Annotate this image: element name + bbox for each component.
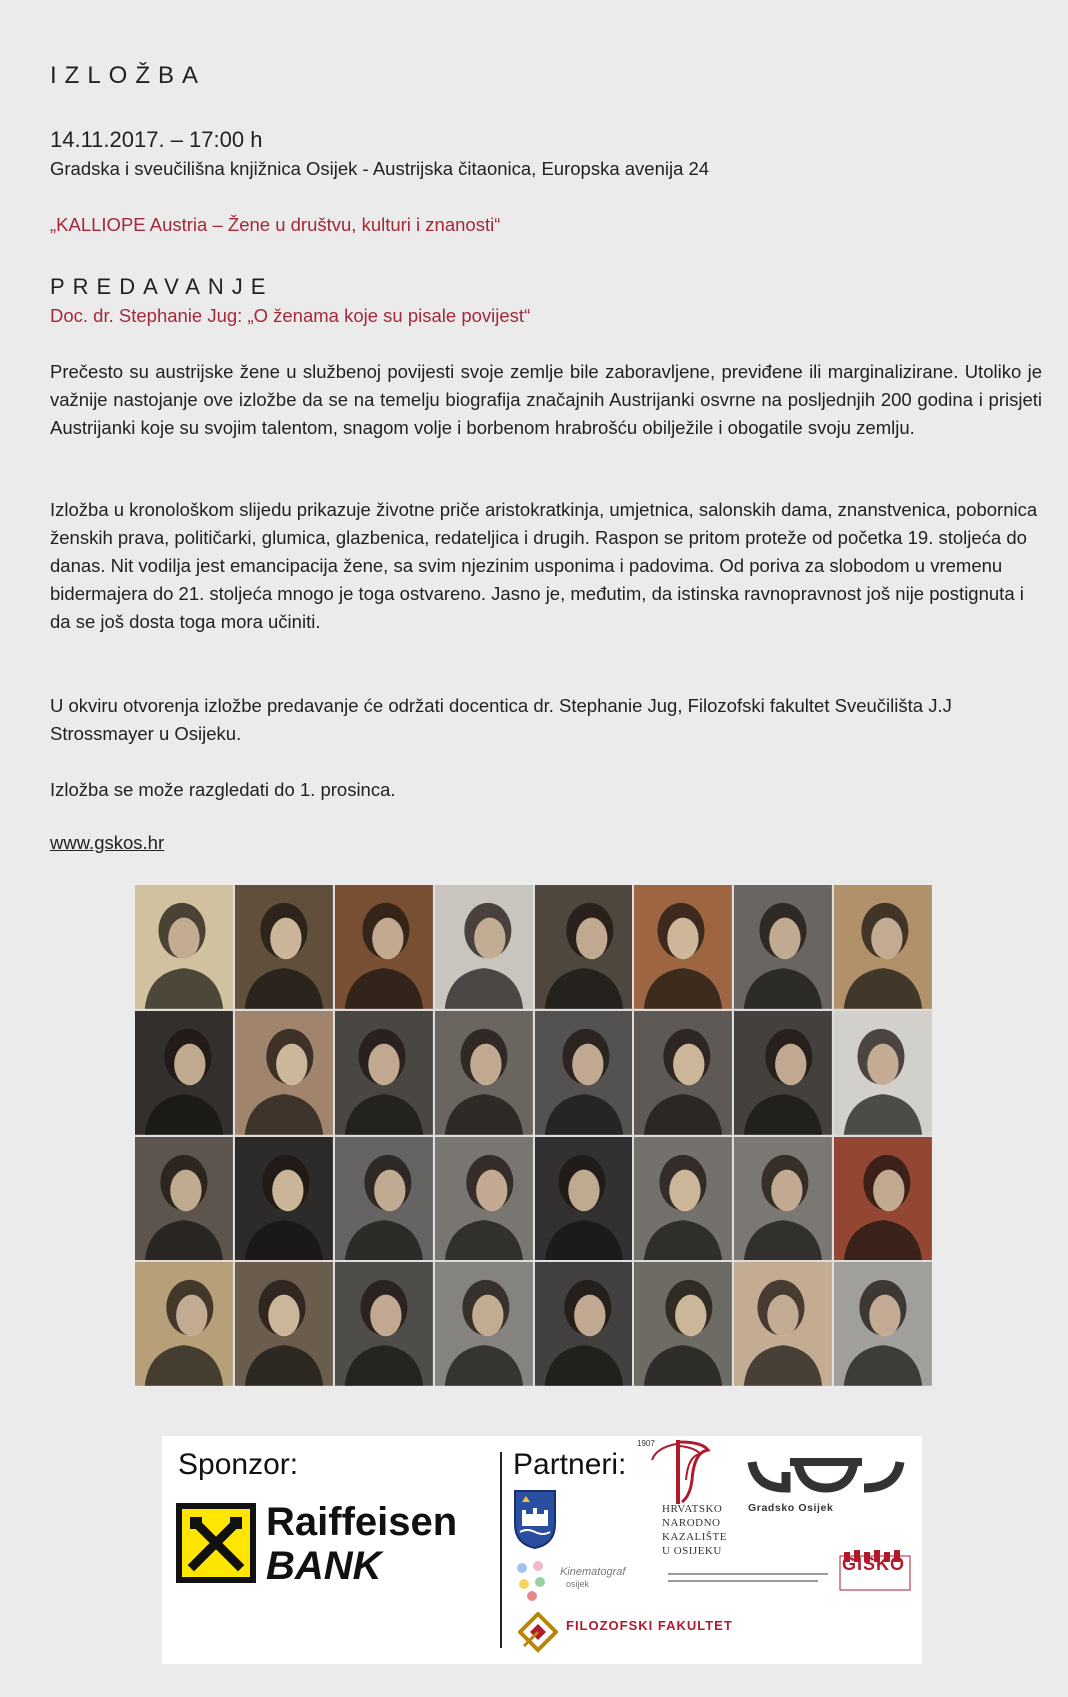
sponsor-label: Sponzor: bbox=[178, 1448, 299, 1481]
portrait-tile bbox=[535, 1137, 633, 1261]
portrait-tile bbox=[235, 1137, 333, 1261]
gradsko-kazaliste-name: Gradsko Osijek bbox=[748, 1502, 834, 1514]
event-venue: Gradska i sveučilišna knjižnica Osijek - Austrijska čitaonica, Europska avenija 24 bbox=[50, 158, 710, 179]
portrait-tile bbox=[235, 885, 333, 1009]
portrait-tile bbox=[135, 1011, 233, 1135]
portrait-tile bbox=[135, 1262, 233, 1386]
hnk-line-4: U OSIJEKU bbox=[662, 1545, 722, 1557]
portrait-tile bbox=[435, 1011, 533, 1135]
portrait-tile bbox=[834, 1011, 932, 1135]
body-paragraph-2: Izložba u kronološkom slijedu prikazuje životne priče aristokratkinja, umjetnica, salonskih dama, znanstvenica, pobornica ženskih prava, političarki, glumica, glazbenica, redateljica i drugih. Raspon se pritom proteže od početka 19. stoljeća do danas. Nit vodilja jest emancipacija žene, sa svim njezinim usponima i padovima. Od poriva za slobodom u vremenu bidermajera do 21. stoljeća mnogo je toga ostvareno. Jasno je, međutim, da istinska ravnopravnost još nije postignuta i da se još dosta toga mora učiniti. bbox=[50, 499, 1038, 632]
portrait-tile bbox=[335, 885, 433, 1009]
portrait-tile bbox=[235, 1262, 333, 1386]
sponsor-panel bbox=[162, 1436, 922, 1664]
portrait-tile bbox=[335, 1137, 433, 1261]
portrait-tile bbox=[634, 1011, 732, 1135]
portrait-tile bbox=[834, 885, 932, 1009]
portrait-tile bbox=[634, 1262, 732, 1386]
kinematograf-name: Kinematograf bbox=[560, 1566, 626, 1578]
portrait-tile bbox=[634, 885, 732, 1009]
portrait-tile bbox=[834, 1262, 932, 1386]
portrait-tile bbox=[734, 1262, 832, 1386]
portrait-tile bbox=[734, 885, 832, 1009]
portrait-tile bbox=[135, 1137, 233, 1261]
exhibition-title: „KALLIOPE Austria – Žene u društvu, kulturi i znanosti“ bbox=[50, 214, 501, 235]
body-paragraph-3: U okviru otvorenja izložbe predavanje će održati docentica dr. Stephanie Jug, Filozofski fakultet Sveučilišta J.J Strossmayer u Osijeku. bbox=[50, 695, 952, 744]
body-paragraph-4: Izložba se može razgledati do 1. prosinca. bbox=[50, 779, 396, 800]
portrait-tile bbox=[335, 1011, 433, 1135]
section-title-izlozba: IZLOŽBA bbox=[50, 62, 207, 89]
raiffeisen-logo-icon bbox=[176, 1503, 256, 1583]
filozofski-fakultet-icon bbox=[518, 1612, 558, 1656]
sponsor-name-bank: BANK bbox=[266, 1544, 382, 1588]
portrait-tile bbox=[634, 1137, 732, 1261]
section-title-predavanje: PREDAVANJE bbox=[50, 274, 274, 299]
lecture-title: Doc. dr. Stephanie Jug: „O ženama koje su pisale povijest“ bbox=[50, 305, 531, 326]
university-logo-icon bbox=[668, 1570, 828, 1588]
portrait-tile bbox=[435, 1262, 533, 1386]
sponsor-name: Raiffeisen bbox=[266, 1500, 458, 1544]
portrait-tile bbox=[535, 1011, 633, 1135]
portrait-tile bbox=[135, 885, 233, 1009]
gradsko-kazaliste-icon bbox=[746, 1454, 906, 1494]
portrait-tile bbox=[535, 1262, 633, 1386]
portrait-tile bbox=[734, 1137, 832, 1261]
filozofski-fakultet-name: FILOZOFSKI FAKULTET bbox=[566, 1618, 733, 1633]
portrait-tile bbox=[834, 1137, 932, 1261]
portrait-tile bbox=[734, 1011, 832, 1135]
osijek-coat-of-arms-icon bbox=[512, 1488, 558, 1550]
hnk-year: 1907 bbox=[637, 1439, 655, 1448]
kinematograf-sub: osijek bbox=[566, 1579, 590, 1589]
portrait-tile bbox=[335, 1262, 433, 1386]
sponsor-partner-divider bbox=[500, 1452, 502, 1648]
body-paragraph-1: Prečesto su austrijske žene u službenoj povijesti svoje zemlje bile zaboravljene, previđene ili marginalizirane. Utoliko je važnije nastojanje ove izložbe da se na temelju biografija značajnih Austrijanki osvrne na posljednjih 200 godina i prisjeti Austrijanki koje su svojim talentom, snagom volje i borbenom hrabrošću obilježile i obogatile svoju zemlju. bbox=[50, 361, 1042, 438]
portrait-tile bbox=[235, 1011, 333, 1135]
kinematograf-icon bbox=[512, 1558, 556, 1602]
hnk-name bbox=[662, 1502, 727, 1558]
hnk-line-2: NARODNO bbox=[662, 1517, 721, 1529]
portrait-tile bbox=[435, 885, 533, 1009]
gisko-name: GISKO bbox=[842, 1554, 906, 1574]
event-date-time: 14.11.2017. – 17:00 h bbox=[50, 127, 263, 152]
portrait-tile bbox=[535, 885, 633, 1009]
portrait-collage bbox=[135, 885, 932, 1386]
hnk-line-3: KAZALIŠTE bbox=[662, 1531, 727, 1543]
portrait-tile bbox=[435, 1137, 533, 1261]
partners-label: Partneri: bbox=[513, 1448, 627, 1481]
hnk-line-1: HRVATSKO bbox=[662, 1503, 723, 1515]
website-link[interactable]: www.gskos.hr bbox=[50, 832, 165, 853]
